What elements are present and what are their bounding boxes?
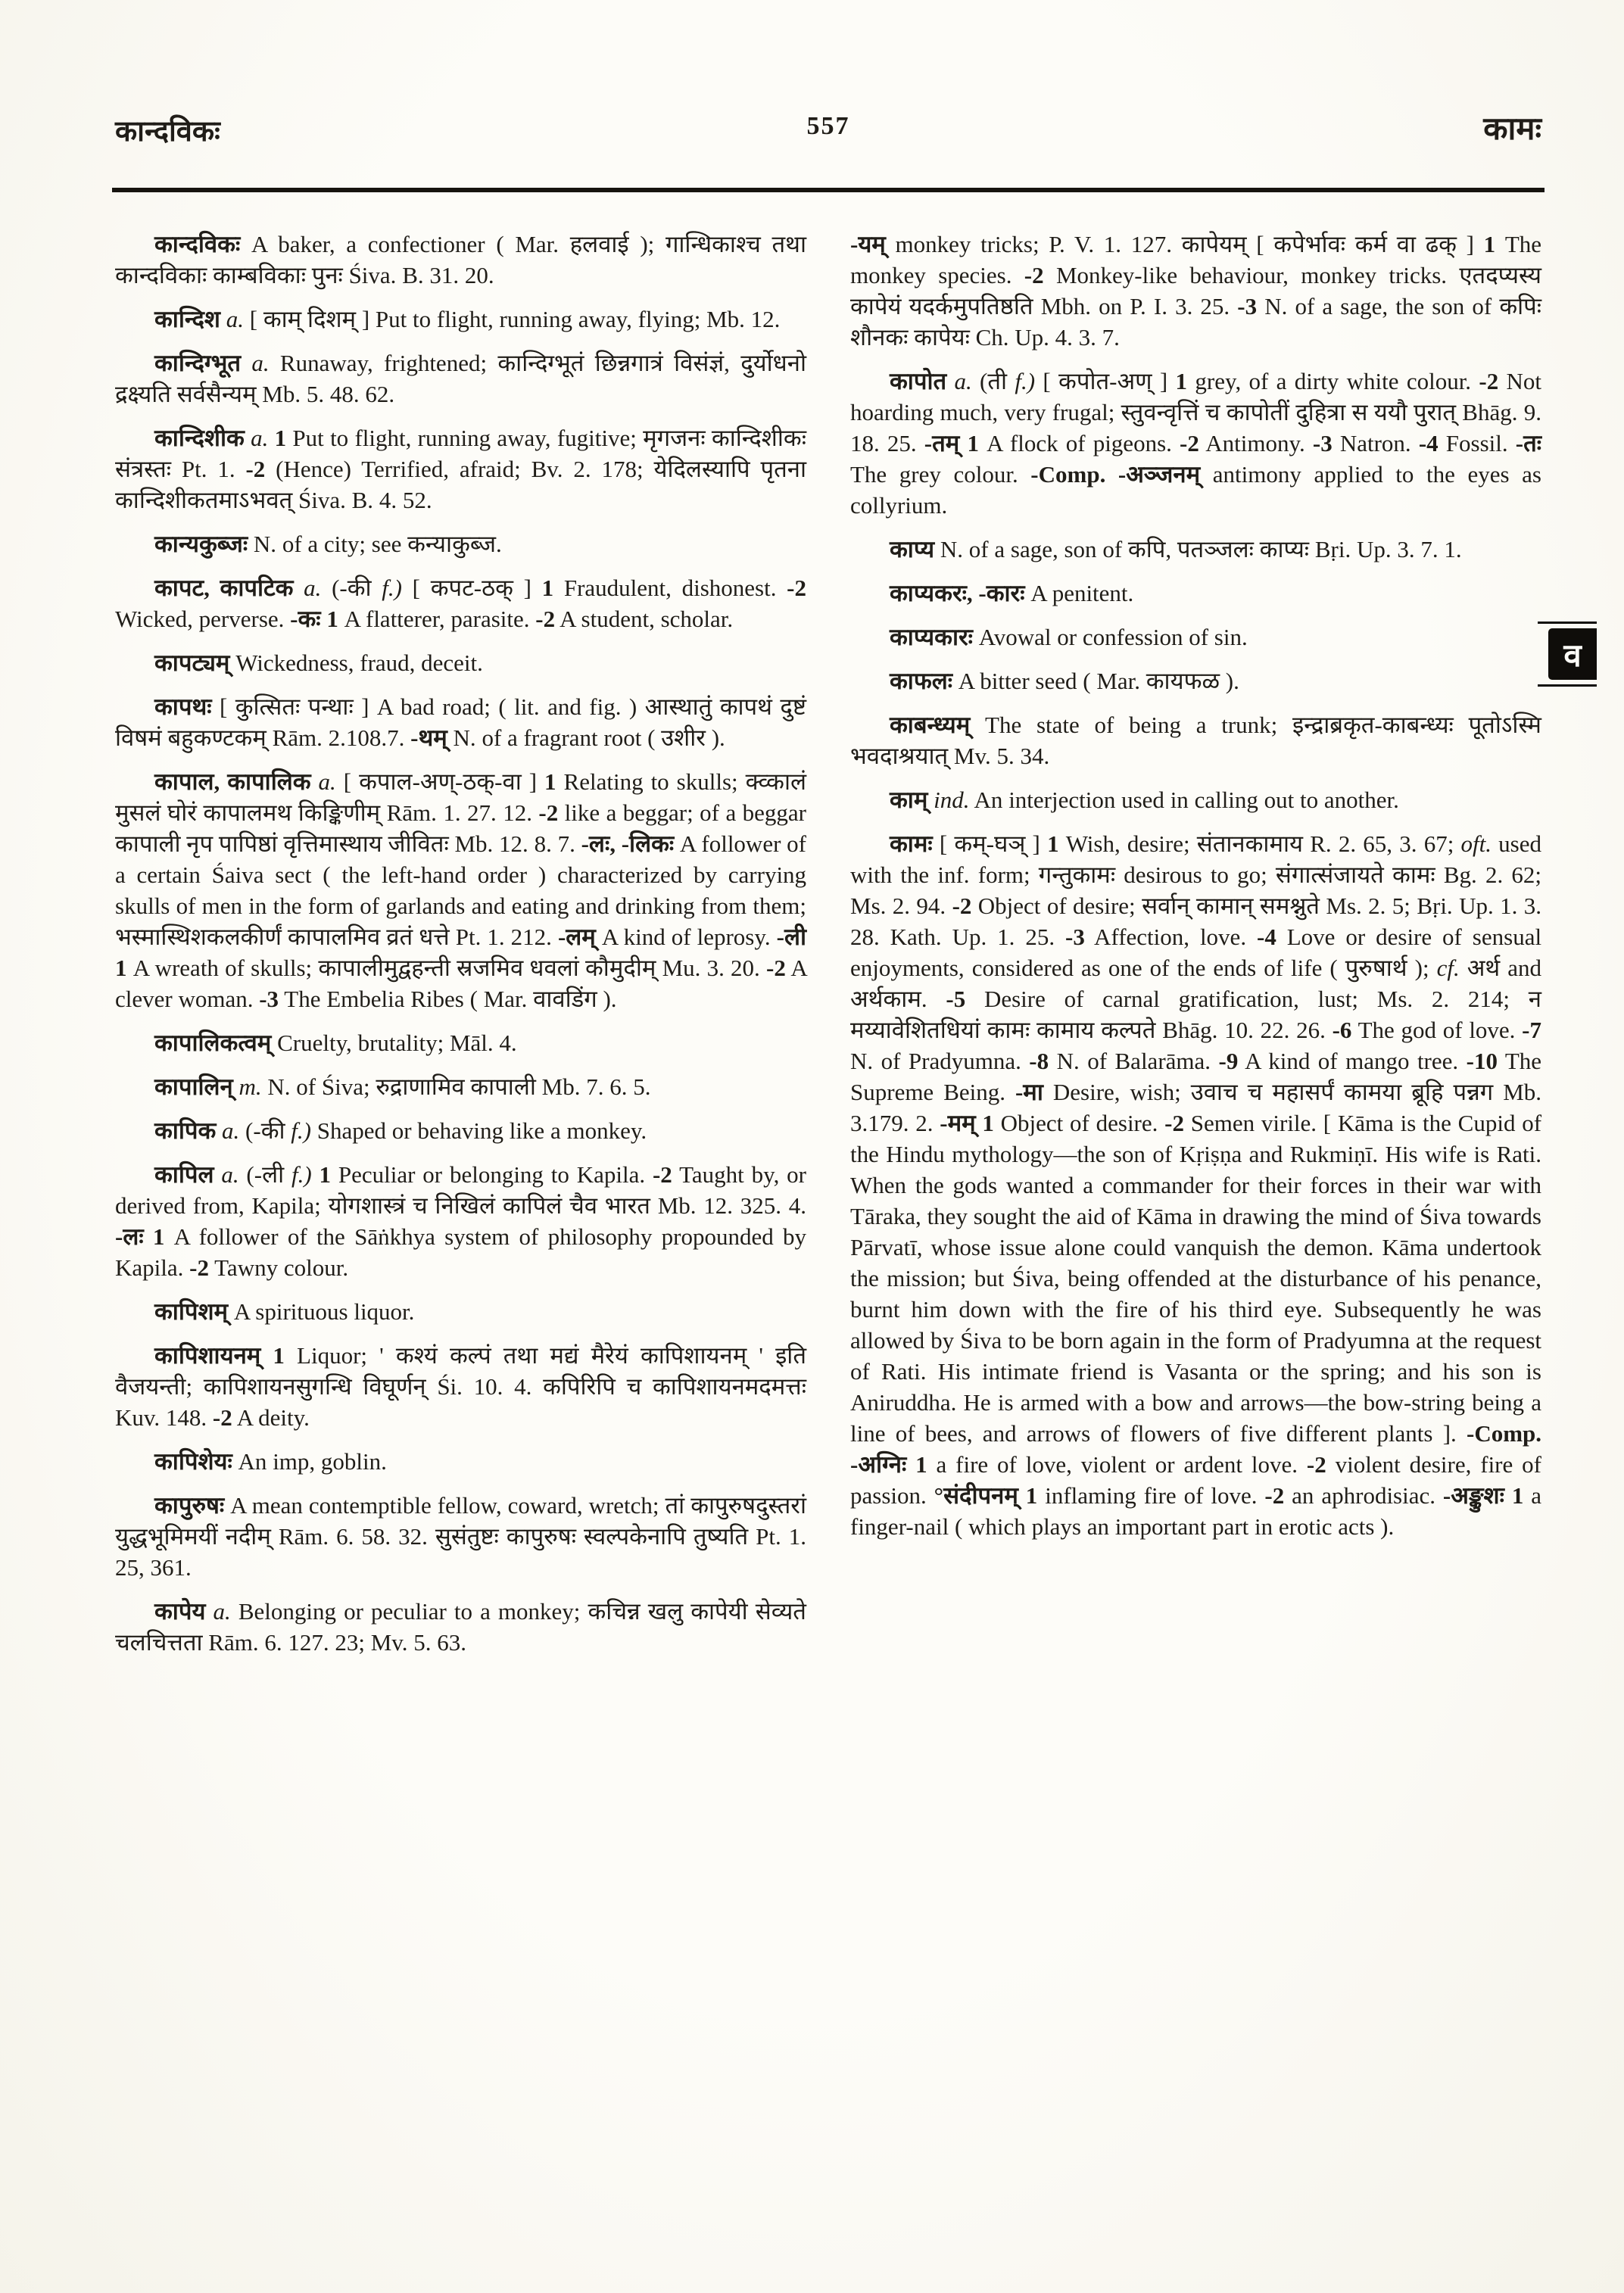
entry-body: a. (-की f.) Shaped or behaving like a monkey. [216,1117,647,1144]
entry-headword: कापिशेयः [154,1448,232,1475]
entry-body: A spirituous liquor. [228,1298,415,1325]
dictionary-entry [115,1027,806,1058]
dictionary-entry [115,1296,806,1327]
dictionary-entry [850,534,1541,565]
entry-headword: काबन्ध्यम् [890,712,971,738]
dictionary-entry [115,347,806,410]
entry-body: a. (ती f.) [ कपोत-अण् ] 1 grey, of a dirty white colour. -2 Not hoarding much, very frugal; स्तुवन्वृत्तिं च कापोतीं दुहित्रा स ययौ पुरात् Bhāg. 9. 18. 25. -तम् 1 A flock of pigeons. -2 Antimony. -3 Natron. -4 Fossil. -तः The grey colour. -Comp. -अञ्जनम् antimony applied to the eyes as collyrium. [850,368,1542,519]
entry-headword: कापट्यम् [154,650,230,676]
entry-headword: कापिशम् [154,1298,229,1325]
dictionary-entry [850,828,1541,1542]
dictionary-entry [115,1446,806,1477]
entry-headword: कापथः [154,693,212,720]
entry-headword: कान्दविकः [154,231,241,257]
entry-body: m. N. of Śiva; रुद्राणामिव कापाली Mb. 7. 6. 5. [232,1073,651,1100]
entry-body: a. Belonging or peculiar to a monkey; कचिन्न खलु कापेयी सेव्यते चलचित्तता Rām. 6. 127. 23; Mv. 5. 63. [115,1598,806,1656]
entry-headword: कापट, कापटिक [154,575,294,601]
entry-body: [ कम्-घञ् ] 1 Wish, desire; संतानकामाय R. 2. 65, 3. 67; oft. used with the inf. form; गन्तुकामः desirous to go; संगात्संजायते कामः Bg. 2. 62; Ms. 2. 94. -2 Object of desire; सर्वान् कामान् समश्नुते Ms. 2. 5; Bṛi. Up. 1. 3. 28. Kath. Up. 1. 25. -3 Affection, love. -4 Love or desire of sensual enjoyments, considered as one of the ends of life ( पुरुषार्थ ); cf. अर्थ and अर्थकाम. -5 Desire of carnal gratification, lust; Ms. 2. 214; न मय्यावेशितधियां कामः कामाय कल्पते Bhāg. 10. 22. 26. -6 The god of love. -7 N. of Pradyumna. -8 N. of Balarāma. -9 A kind of mango tree. -10 The Supreme Being. -मा Desire, wish; उवाच च महासर्पं कामया ब्रूहि पन्नग Mb. 3.179. 2. -मम् 1 Object of desire. -2 Semen virile. [ Kāma is the Cupid of the Hindu mythology—the son of Kṛiṣṇa and Rukmiṇī. His wife is Rati. When the gods wanted a commander for their forces in their war with Tāraka, they sought the aid of Kāma in drawing the mind of Śiva towards Pārvatī, whose issue alone could vanquish the demon. Kāma undertook the mission; but Śiva, being offended at the disturbance of his penance, burnt him down with the fire of his third eye. Subsequently he was allowed by Śiva to be born again in the form of Pradyumna at the request of Rati. His intimate friend is Vasanta or the spring; and his son is Aniruddha. He is armed with a bow and arrows—the bow-string being a line of bees, and arrows of flowers of five different plants ]. -Comp. -अग्निः 1 a fire of love, violent or ardent love. -2 violent desire, fire of passion. °संदीपनम् 1 inflaming fire of love. -2 an aphrodisiac. -अङ्कुशः 1 a finger-nail ( which plays an important part in erotic acts ). [850,830,1542,1540]
header-left-keyword: कान्दविकः [115,116,220,148]
dictionary-entry [115,572,806,634]
entry-body: a. (-ली f.) 1 Peculiar or belonging to Kapila. -2 Taught by, or derived from, Kapila; योगशास्त्रं च निखिलं कापिलं चैव भारत Mb. 12. 325. 4. -लः 1 A follower of the Sāṅkhya system of philosophy propounded by Kapila. -2 Tawny colour. [115,1161,807,1281]
entry-body: a. 1 Put to flight, running away, fugitive; मृगजनः कान्दिशीकः संत्रस्तः Pt. 1. -2 (Hence) Terrified, afraid; Bv. 2. 178; येदिलस्यापि पृतना कान्दिशीकतमाऽभवत् Śiva. B. 4. 52. [115,425,807,513]
dictionary-entry [850,578,1541,609]
entry-headword: कापोत [890,368,947,394]
dictionary-entry [850,784,1541,815]
dictionary-entry [850,366,1541,521]
entry-headword: कापालिकत्वम् [154,1030,272,1056]
dictionary-entry [115,1490,806,1583]
header-right-keyword: कामः [1483,112,1541,147]
entry-body: A bitter seed ( Mar. कायफळ ). [952,668,1239,694]
entry-body: A baker, a confectioner ( Mar. हलवाई ); गान्धिकाश्च तथा कान्दविकाः काम्बविकाः पुनः Śiva. B. 31. 20. [115,231,807,288]
entry-headword: काफलः [890,668,953,694]
entry-headword: कापिशायनम् [154,1342,261,1369]
entry-headword: कान्दिशीक [154,425,245,451]
dictionary-entry [850,229,1541,353]
dictionary-entry [115,1115,806,1146]
dictionary-entry [115,1340,806,1433]
entry-body: a. Runaway, frightened; कान्दिग्भूतं छिन्नगात्रं विसंज्ञं, दुर्योधनो द्रक्ष्यति सर्वसैन्यम् Mb. 5. 48. 62. [115,350,806,407]
entry-body: N. of a sage, son of कपि, पतञ्जलः काप्यः Bṛi. Up. 3. 7. 1. [934,536,1462,562]
entry-body: An imp, goblin. [232,1448,387,1475]
dictionary-entry [115,304,806,335]
thumb-index-tab [1548,628,1597,680]
entry-headword: काम् [890,787,928,813]
entry-body: -यम् monkey tricks; P. V. 1. 127. कापेयम् [ कपेर्भावः कर्म वा ढक् ] 1 The monkey species. -2 Monkey-like behaviour, monkey tricks. एतदप्यस्य कापेयं यदर्कमुपतिष्ठति Mbh. on P. I. 3. 25. -3 N. of a sage, the son of कपिः शौनकः कापेयः Ch. Up. 4. 3. 7. [850,231,1542,350]
entry-headword: कापुरुषः [154,1492,225,1519]
entry-body: [ कुत्सितः पन्थाः ] A bad road; ( lit. and fig. ) आस्थातुं कापथं दुष्टं विषमं बहुकण्टकम् Rām. 2.108.7. -थम् N. of a fragrant root ( उशीर ). [115,693,806,751]
entry-headword: काप्यकारः [890,624,973,650]
dictionary-entry [850,665,1541,696]
header-rule [112,188,1545,192]
entry-headword: कान्यकुब्जः [154,531,248,557]
entry-body: Wickedness, fraud, deceit. [229,650,483,676]
entry-body: Cruelty, brutality; Māl. 4. [271,1030,517,1056]
thumb-tab-letter: व [1563,638,1582,674]
text-columns [115,229,1541,1671]
entry-headword: कापिक [154,1117,217,1144]
entry-body: a. [ काम् दिशम् ] Put to flight, running away, flying; Mb. 12. [220,306,781,332]
entry-body: a. [ कपाल-अण्-ठक्-वा ] 1 Relating to skulls; क्व्कालं मुसलं घोरं कापालमथ किङ्किणीम् Rām. 1. 27. 12. -2 like a beggar; of a beggar कापाली नृप पापिष्ठां वृत्तिमास्थाय जीवितः Mb. 12. 8. 7. -लः, -लिकः A follower of a certain Śaiva sect ( the left-hand order ) characterized by carrying skulls of men in the form of garlands and eating and drinking from them; भस्मास्थिशकलकीर्णं कापालमिव व्रतं धत्ते Pt. 1. 212. -लम् A kind of leprosy. -ली 1 A wreath of skulls; कापालीमुद्वहन्ती स्रजमिव धवलां कौमुदीम् Mu. 3. 20. -2 A clever woman. -3 The Embelia Ribes ( Mar. वावडिंग ). [115,768,807,1012]
entry-headword: कापालिन् [154,1073,233,1100]
dictionary-entry [115,1596,806,1658]
entry-headword: कान्दिश [154,306,220,332]
entry-body: N. of a city; see कन्याकुब्ज. [248,531,502,557]
entry-body: 1 Liquor; ' कश्यं कल्पं तथा मद्यं मैरेयं कापिशायनम् ' इति वैजयन्ती; कापिशायनसुगन्धि विघूर्णन् Śi. 10. 4. कपिरिपि च कापिशायनमदमत्तः Kuv. 148. -2 A deity. [115,1342,807,1431]
dictionary-entry [115,528,806,559]
dictionary-entry [850,709,1541,771]
entry-headword: कान्दिग्भूत [154,350,242,376]
entry-body: a. (-की f.) [ कपट-ठक् ] 1 Fraudulent, dishonest. -2 Wicked, perverse. -कः 1 A flatterer, parasite. -2 A student, scholar. [115,575,806,632]
dictionary-entry [115,422,806,516]
dictionary-entry [115,691,806,753]
dictionary-entry [115,1071,806,1102]
entry-headword: कापेय [154,1598,206,1625]
entry-body: Avowal or confession of sin. [972,624,1248,650]
entry-body: A mean contemptible fellow, coward, wretch; तां कापुरुषदुस्तरां युद्धभूमिमयीं नदीम् Rām. 6. 58. 32. सुसंतुष्टः कापुरुषः स्वल्पकेनापि तुष्यति Pt. 1. 25, 361. [115,1492,807,1581]
entry-headword: कापाल, कापालिक [154,768,311,795]
dictionary-entry [115,229,806,291]
entry-headword: काप्य [890,536,935,562]
entry-body: A penitent. [1024,580,1134,606]
page-number: 557 [806,112,850,140]
entry-headword: कापिल [154,1161,214,1188]
left-column [115,229,806,1671]
dictionary-entry [850,622,1541,653]
dictionary-entry [115,647,806,678]
right-column [850,229,1541,1671]
page-header [115,106,1541,154]
entry-body: The state of being a trunk; इन्द्राब्रकृत-काबन्ध्यः पूतोऽस्मि भवदाश्रयात् Mv. 5. 34. [850,712,1541,769]
entry-headword: कामः [890,830,933,857]
dictionary-entry [115,766,806,1014]
dictionary-entry [115,1159,806,1283]
entry-body: ind. An interjection used in calling out to another. [927,787,1399,813]
entry-headword: काप्यकरः, -कारः [890,580,1025,606]
